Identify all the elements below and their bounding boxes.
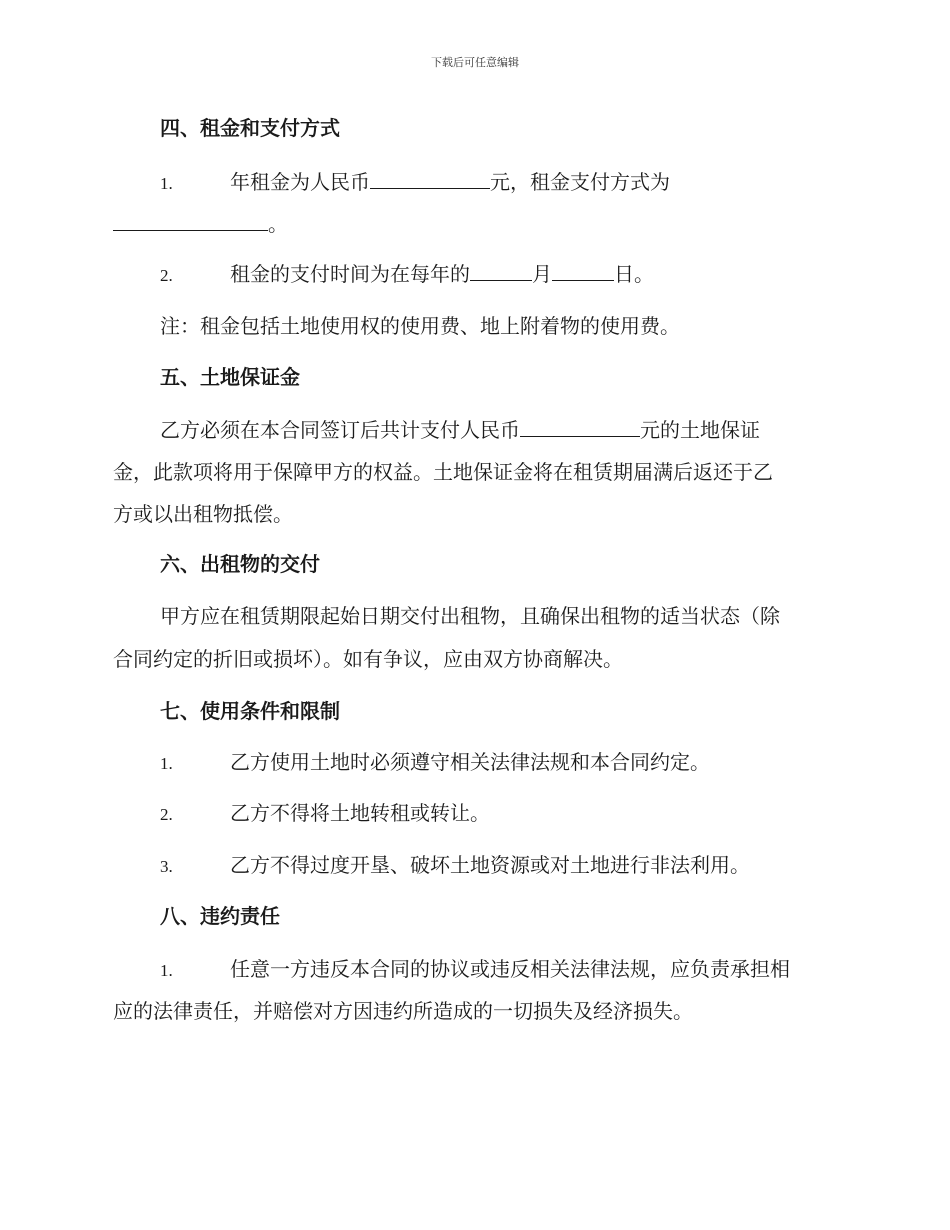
sec8-item-1 [160, 957, 880, 983]
sec7-item-2 [160, 801, 880, 827]
sec5-para-line-1 [160, 416, 880, 442]
item-number: 1. [160, 961, 173, 980]
section-4-title: 四、租金和支付方式 [160, 116, 340, 140]
sec4-item-1 [160, 168, 880, 196]
section-8-title: 八、违约责任 [160, 904, 280, 928]
sec4-item-1-cont [113, 210, 833, 236]
sec6-para-line-2: 合同约定的折旧或损坏）。如有争议，应由双方协商解决。 [113, 647, 623, 671]
sec4-note: 注：租金包括土地使用权的使用费、地上附着物的使用费。 [160, 314, 680, 338]
item-text: 月 [532, 262, 552, 286]
sec6-para-line-1: 甲方应在租赁期限起始日期交付出租物，且确保出租物的适当状态（除 [160, 604, 780, 628]
section-5-title: 五、土地保证金 [160, 365, 300, 389]
sec7-item-3 [160, 853, 880, 879]
item-text: 乙方使用土地时必须遵守相关法律法规和本合同约定。 [230, 750, 710, 774]
item-text: 乙方不得过度开垦、破坏土地资源或对土地进行非法利用。 [230, 853, 750, 877]
item-text: 任意一方违反本合同的协议或违反相关法律法规，应负责承担相 [230, 957, 790, 981]
blank-day[interactable] [552, 260, 614, 281]
item-number: 2. [160, 266, 173, 285]
item-number: 1. [160, 754, 173, 773]
blank-deposit-amount[interactable] [520, 416, 640, 437]
blank-annual-rent[interactable] [370, 168, 490, 189]
sec4-item-2 [160, 260, 880, 288]
item-text: 。 [268, 212, 288, 236]
blank-payment-method[interactable] [113, 210, 268, 231]
section-6-title: 六、出租物的交付 [160, 552, 320, 576]
item-text: 乙方不得将土地转租或转让。 [230, 801, 490, 825]
item-text: 租金的支付时间为在每年的 [230, 262, 470, 286]
sec5-para-line-2: 金，此款项将用于保障甲方的权益。土地保证金将在租赁期届满后返还于乙 [113, 460, 773, 484]
sec7-item-1 [160, 750, 880, 776]
item-number: 2. [160, 805, 173, 824]
item-text: 元，租金支付方式为 [490, 170, 670, 194]
para-text: 元的土地保证 [640, 418, 760, 442]
section-7-title: 七、使用条件和限制 [160, 699, 340, 723]
sec8-item-1-cont: 应的法律责任，并赔偿对方因违约所造成的一切损失及经济损失。 [113, 999, 693, 1023]
para-text: 乙方必须在本合同签订后共计支付人民币 [160, 418, 520, 442]
item-text: 日。 [614, 262, 654, 286]
item-number: 3. [160, 857, 173, 876]
item-number: 1. [160, 174, 173, 193]
sec5-para-line-3: 方或以出租物抵偿。 [113, 502, 293, 526]
blank-month[interactable] [470, 260, 532, 281]
page-header: 下载后可任意编辑 [431, 56, 519, 69]
item-text: 年租金为人民币 [230, 170, 370, 194]
